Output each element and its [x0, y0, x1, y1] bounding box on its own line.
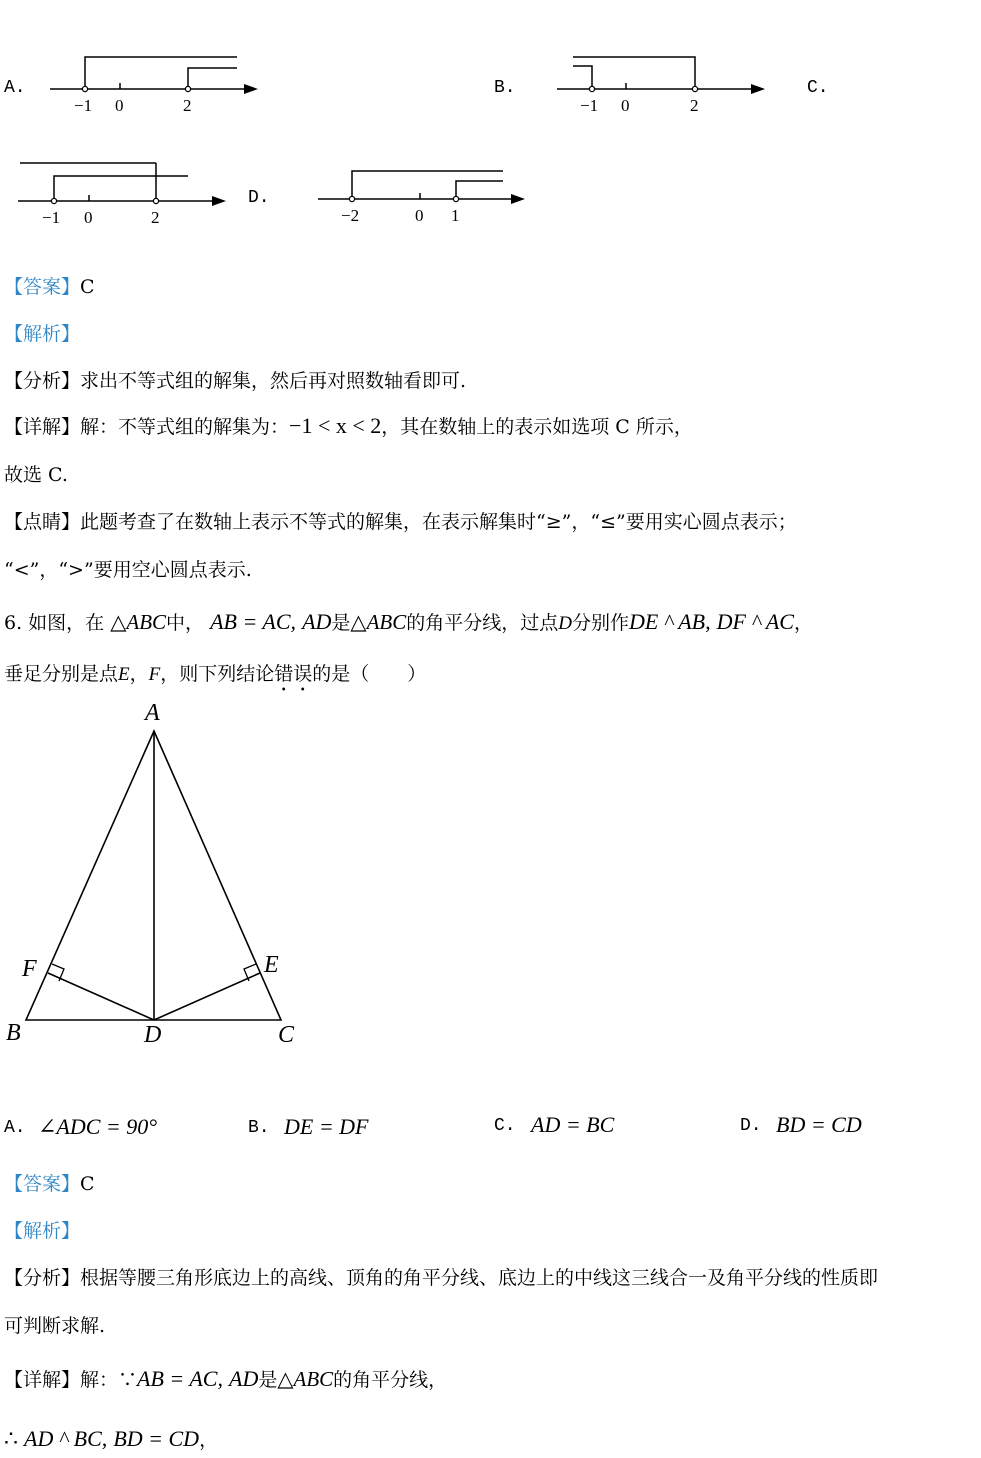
q6-analysis-header: 【解析】 — [4, 1220, 81, 1242]
option-a-label: A. — [4, 78, 26, 98]
fenxi-tag: 【分析】 — [4, 370, 81, 392]
therefore-s: ， — [199, 1429, 219, 1451]
q6-line2-pre: 垂足分别是点 — [4, 663, 119, 685]
q6-text-2: 是 — [331, 612, 351, 634]
tick-d-3: 1 — [451, 206, 460, 225]
q6-fenxi — [4, 1263, 878, 1290]
tick-d-2: 0 — [415, 206, 424, 225]
xiangjie-pre: 解：不等式组的解集为： — [80, 416, 290, 438]
q6-fenxi-line1: 根据等腰三角形底边上的高线、顶角的角平分线、底边上的中线这三线合一及角平分线的性质即 — [80, 1267, 879, 1289]
q6-comma: ， — [129, 663, 149, 685]
q6-xiangjie-pre: 解：∵ — [80, 1369, 138, 1391]
q6-xiangjie-m2: AD — [229, 1366, 259, 1391]
q6-text-4: 分别作 — [571, 612, 629, 634]
q5-dianjing-line2: “<”，“>”要用空心圆点表示. — [4, 559, 252, 581]
tick-d-1: −2 — [341, 206, 360, 225]
q6-therefore — [4, 1425, 218, 1452]
vertex-a-label: A — [145, 700, 160, 726]
q6-xiangjie-s1: 是 — [258, 1369, 278, 1391]
q6-triangle-2: △ABC — [350, 610, 407, 634]
xiangjie-post: ，其在数轴上的表示如选项 C 所示， — [381, 416, 693, 438]
therefore-m2: BD = CD — [113, 1426, 200, 1451]
q6-option-a: ∠ADC = 90° — [38, 1114, 158, 1139]
q6-option-d: BD = CD — [776, 1112, 862, 1137]
q6-option-c: AD = BC — [531, 1112, 615, 1137]
vertex-e-label: E — [264, 952, 279, 978]
q6-math-1: AB = AC, — [210, 609, 297, 634]
q6-option-d-label: D. — [740, 1116, 762, 1136]
q6-answer-tag: 【答案】 — [4, 1173, 81, 1195]
tick-b-2: 0 — [621, 96, 630, 115]
tick-b-1: −1 — [580, 96, 599, 115]
q6-math-3: DE ^ AB, — [629, 609, 711, 634]
xiangjie-tag: 【详解】 — [4, 416, 81, 438]
q6-xiangjie-s2: 的角平分线， — [333, 1369, 448, 1391]
q6-fenxi-line2: 可判断求解. — [4, 1315, 106, 1337]
q6-option-c-label: C. — [494, 1116, 516, 1136]
answer-value: C — [80, 276, 95, 298]
q5-analysis-header: 【解析】 — [4, 323, 81, 345]
dianjing-line1: 此题考查了在数轴上表示不等式的解集，在表示解集时“≥”，“≤”要用实心圆点表示； — [80, 511, 797, 533]
tick-b-3: 2 — [690, 96, 699, 115]
q6-xiangjie-tri: △ABC — [277, 1367, 334, 1391]
q6-text-1: 中， — [166, 612, 205, 634]
therefore-symbol: ∴ — [4, 1426, 18, 1451]
vertex-f-label: F — [22, 956, 37, 982]
tick-a-2: 0 — [115, 96, 124, 115]
q6-option-b: DE = DF — [284, 1114, 369, 1139]
tick-a-3: 2 — [183, 96, 192, 115]
xiangjie-math: −1 < x < 2 — [289, 413, 382, 438]
therefore-m1: AD ^ BC, — [24, 1426, 108, 1451]
q6-emphasis: 错误 — [274, 663, 313, 685]
q6-point-d: D — [558, 613, 572, 634]
q6-line2-post: 的是（ ） — [312, 663, 427, 685]
vertex-d-label: D — [144, 1022, 162, 1048]
q6-xiangjie-tag: 【详解】 — [4, 1369, 81, 1391]
q6-text-3: 的角平分线，过点 — [406, 612, 559, 634]
vertex-b-label: B — [6, 1020, 21, 1046]
q6-option-a-label: A. — [4, 1118, 26, 1138]
tick-c-2: 0 — [84, 208, 93, 227]
q6-math-2: AD — [302, 609, 332, 634]
fenxi-text: 求出不等式组的解集，然后再对照数轴看即可. — [80, 370, 467, 392]
tick-c-1: −1 — [42, 208, 61, 227]
q6-xiangjie — [4, 1365, 447, 1392]
q6-number: 6. 如图，在 — [4, 612, 105, 634]
answer-tag: 【答案】 — [4, 276, 81, 298]
q6-point-f: F — [148, 664, 161, 685]
q6-text-5: ， — [793, 612, 813, 634]
option-b-label: B. — [494, 78, 516, 98]
dianjing-tag: 【点睛】 — [4, 511, 81, 533]
q6-fenxi-tag: 【分析】 — [4, 1267, 81, 1289]
q5-conclusion: 故选 C. — [4, 464, 68, 486]
option-c-label: C. — [807, 78, 829, 98]
q6-xiangjie-m1: AB = AC, — [137, 1366, 223, 1391]
q6-point-e: E — [118, 664, 130, 685]
q6-triangle-1: △ABC — [110, 610, 167, 634]
vertex-c-label: C — [278, 1022, 295, 1048]
q6-answer-value: C — [80, 1173, 95, 1195]
q6-line2-mid: ，则下列结论 — [160, 663, 275, 685]
q6-answer — [4, 1169, 95, 1196]
tick-c-3: 2 — [151, 208, 160, 227]
tick-a-1: −1 — [74, 96, 93, 115]
q6-option-b-label: B. — [248, 1118, 270, 1138]
option-d-label: D. — [248, 188, 270, 208]
q6-math-4: DF ^ AC — [716, 609, 794, 634]
